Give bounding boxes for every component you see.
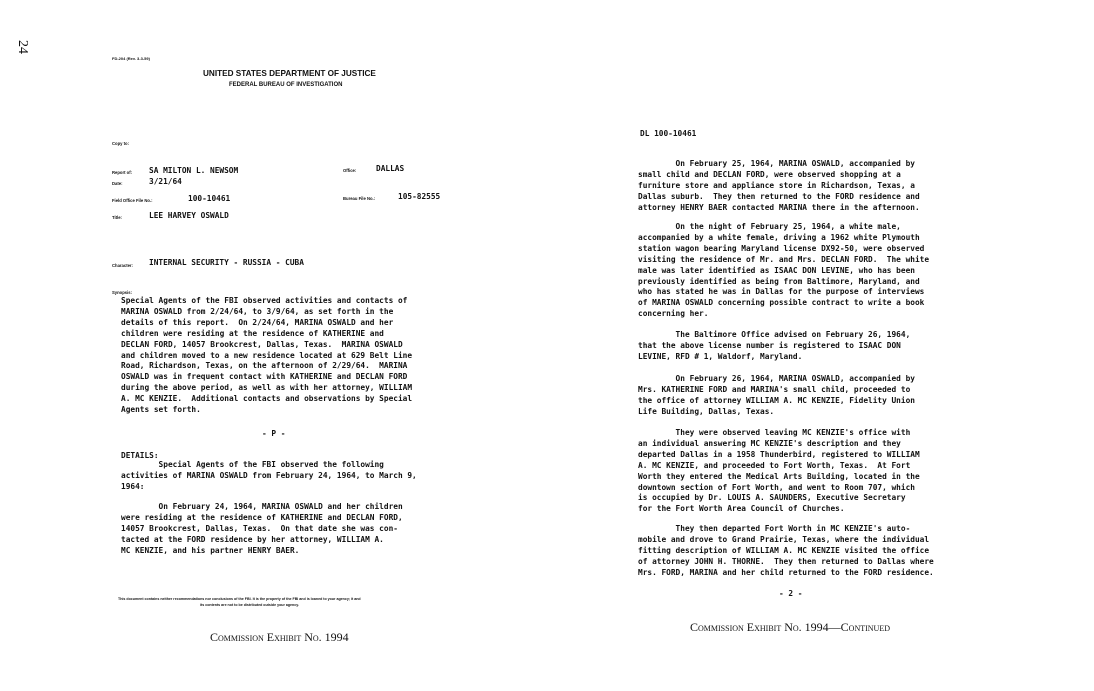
details-label: DETAILS:	[121, 451, 159, 460]
synopsis-text: Special Agents of the FBI observed activities and contacts of MARINA OSWALD from 2/24/64, to 3/9/64, as set forth in the details of this report. On 2/24/64, MARINA OSWALD and her children were residing at the residence of KATHERINE and DECLAN FORD, 14057 Brookcrest, Dallas, Texas. MARINA OSWALD and children moved to a new residence located at 629 Belt Line Road, Richardson, Texas, on the afternoon of 2/29/64. MARINA OSWALD was in frequent contact with KATHERINE and DECLAN FORD during the above period, as well as with her attorney, WILLIAM A. MC KENZIE. Additional contacts and observations by Special Agents set forth.	[121, 296, 413, 415]
office-label: Office:	[343, 168, 357, 173]
right-paragraph-5: They were observed leaving MC KENZIE's office with an individual answering MC KENZIE's description and they departed Dallas in a 1958 Thunderbird, registered to WILLIAM A. MC KENZIE, and proceeded to Fort Worth, Texas. At Fort Worth they entered the Medical Arts Building, located in the downtown section of Fort Worth, and went to Room 707, which is occupied by Dr. LOUIS A. SAUNDERS, Executive Secretary for the Fort Worth Area Council of Churches.	[638, 428, 920, 514]
form-code: FD-204 (Rev. 3-3-59)	[112, 56, 150, 61]
report-of-label: Report of:	[112, 170, 133, 175]
details-paragraph: On February 24, 1964, MARINA OSWALD and her children were residing at the residence of KATHERINE and DECLAN FORD, 14057 Brookcrest, Dallas, Texas. On that date she was con- tacted at the FORD residence by her attorney, WILLIAM A. MC KENZIE, and his partner HENRY BAER.	[121, 502, 403, 555]
right-paragraph-6: They then departed Fort Worth in MC KENZIE's auto- mobile and drove to Grand Prairie, Texas, where the individual fitting description of WILLIAM A. MC KENZIE visited the office of attorney JOHN H. THORNE. They then returned to Dallas where Mrs. FORD, MARINA and her child returned to the FORD residence.	[638, 524, 934, 577]
agency-heading: UNITED STATES DEPARTMENT OF JUSTICE	[203, 69, 376, 78]
page-number: 24	[15, 40, 30, 54]
date-value: 3/21/64	[149, 177, 182, 186]
character-value: INTERNAL SECURITY - RUSSIA - CUBA	[149, 258, 304, 267]
right-paragraph-3: The Baltimore Office advised on February 26, 1964, that the above license number is registered to ISAAC DON LEVINE, RFD # 1, Waldorf, Maryland.	[638, 330, 911, 361]
field-office-file-value: 100-10461	[188, 194, 231, 203]
synopsis-marker: - P -	[262, 429, 286, 438]
copy-to-label: Copy to:	[112, 141, 129, 146]
title-label: Title:	[112, 215, 122, 220]
footer-note-line-2: its contents are not to be distributed outside your agency.	[200, 603, 299, 607]
right-paragraph-1: On February 25, 1964, MARINA OSWALD, accompanied by small child and DECLAN FORD, were observed shopping at a furniture store and appliance store in Richardson, Texas, a Dallas suburb. They then returned to the FORD residence and attorney HENRY BAER contacted MARINA there in the afternoon.	[638, 159, 920, 212]
right-exhibit-caption: Commission Exhibit No. 1994—Continued	[690, 620, 890, 634]
bureau-heading: FEDERAL BUREAU OF INVESTIGATION	[229, 82, 343, 88]
office-value: DALLAS	[376, 164, 405, 173]
report-of-value: SA MILTON L. NEWSOM	[149, 166, 239, 175]
right-paragraph-2: On the night of February 25, 1964, a white male, accompanied by a white female, driving a 1962 white Plymouth station wagon bearing Maryland license DX92-50, were observed visiting the residence of Mr. and Mrs. DECLAN FORD. The white male was later identified as ISAAC DON LEVINE, who has been previously identified as being from Baltimore, Maryland, and who has stated he was in Dallas for the purpose of interviews of MARINA OSWALD concerning possible contract to write a book concerning her.	[638, 222, 930, 319]
synopsis-label: Synopsis:	[112, 290, 133, 295]
left-exhibit-caption: Commission Exhibit No. 1994	[210, 630, 349, 644]
field-office-file-label: Field Office File No.:	[112, 198, 153, 203]
character-label: Character:	[112, 263, 133, 268]
footer-note-line-1: This document contains neither recommendations nor conclusions of the FBI. It is the property of the FBI and is loaned to your agency; it and	[118, 597, 361, 601]
bureau-file-label: Bureau File No.:	[343, 196, 376, 201]
title-value: LEE HARVEY OSWALD	[149, 211, 229, 220]
bureau-file-value: 105-82555	[398, 192, 441, 201]
right-page-marker: - 2 -	[779, 589, 803, 598]
right-file-number: DL 100-10461	[640, 129, 697, 138]
right-paragraph-4: On February 26, 1964, MARINA OSWALD, accompanied by Mrs. KATHERINE FORD and MARINA's small child, proceeded to the office of attorney WILLIAM A. MC KENZIE, Fidelity Union Life Building, Dallas, Texas.	[638, 374, 915, 416]
details-intro: Special Agents of the FBI observed the following activities of MARINA OSWALD from February 24, 1964, to March 9, 1964:	[121, 460, 417, 491]
date-label: Date:	[112, 181, 123, 186]
